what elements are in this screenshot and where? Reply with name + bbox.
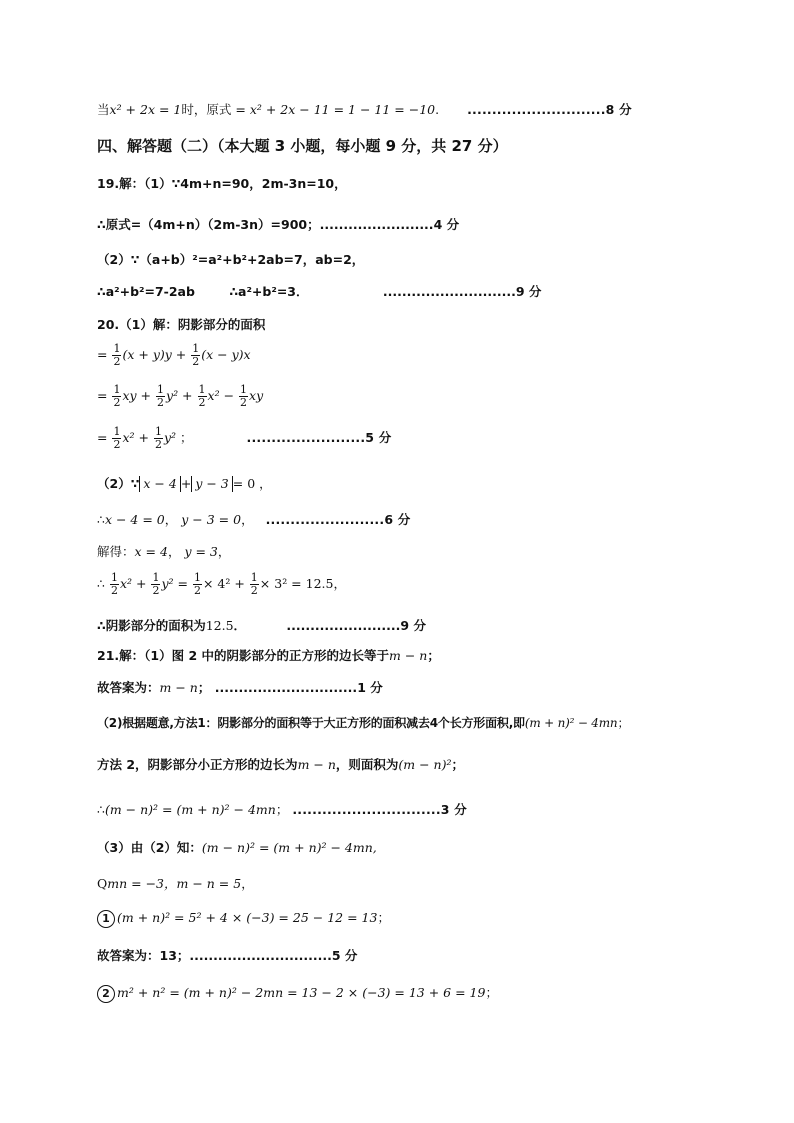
text: ； xyxy=(617,716,630,730)
text: ∴a²+b²=7-2ab xyxy=(97,284,195,299)
math-term: (m + n)² − 4mn xyxy=(524,716,618,730)
q20-line-1: 20.（1）解：阴影部分的面积 xyxy=(97,317,266,332)
leader-dots: .............................. xyxy=(214,680,358,695)
fraction xyxy=(239,384,248,409)
q21-line-10 xyxy=(97,983,498,1003)
text: ． xyxy=(233,618,247,633)
text: ， xyxy=(167,544,181,559)
leader-dots: .............................. xyxy=(189,948,332,963)
denominator: 2 xyxy=(157,396,165,409)
score-label: 8 分 xyxy=(605,102,632,117)
q21-line-9 xyxy=(97,946,357,966)
math-term: x² + xyxy=(119,576,147,591)
math-term: y − 3 = 0 xyxy=(181,512,242,527)
leader-dots: ........................ xyxy=(286,618,401,633)
math-term: m − n xyxy=(389,648,428,663)
abs-value: y − 3 xyxy=(191,476,232,492)
q20-line-6 xyxy=(97,510,410,530)
leader-dots: ........................ xyxy=(319,217,434,232)
score-label: 9 分 xyxy=(515,284,542,299)
math-term: m² + n² = (m + n)² − 2mn = 13 − 2 × (−3) = 13 + 6 = 19 xyxy=(117,985,486,1000)
math-term: (x − y)x xyxy=(201,347,251,362)
score-label: 6 分 xyxy=(384,512,411,527)
math-term: y² = xyxy=(161,576,188,591)
text: ∴ xyxy=(97,802,105,817)
answer-line-previous xyxy=(97,100,632,120)
math-expression: x² + 2x − 11 = 1 − 11 = −10 xyxy=(249,102,436,117)
text: ∴ xyxy=(97,512,105,527)
math-term: xy xyxy=(249,388,264,403)
math-term: = 0 ， xyxy=(232,476,272,491)
score-label: 4 分 xyxy=(433,217,460,232)
score-label: 9 分 xyxy=(400,618,426,633)
text: 21.解：（1）图 2 中的阴影部分的正方形的边长等于 xyxy=(97,648,389,663)
text: ； xyxy=(180,430,193,445)
text: ； xyxy=(275,802,289,817)
numerator: 1 xyxy=(192,342,200,355)
q21-line-3 xyxy=(97,713,629,733)
fraction xyxy=(112,384,121,409)
score-label: 5 分 xyxy=(365,430,392,445)
text: ∴ xyxy=(97,576,105,591)
math-term: xy + xyxy=(122,388,152,403)
text: ∴a²+b²=3． xyxy=(229,284,309,299)
fraction xyxy=(112,343,121,368)
math-term: (m − n)² = (m + n)² − 4mn, xyxy=(201,840,377,855)
q21-line-8 xyxy=(97,908,390,928)
numerator: 1 xyxy=(157,383,165,396)
fraction xyxy=(198,384,207,409)
numerator: 1 xyxy=(110,571,118,584)
text: （3）由（2）知： xyxy=(97,840,202,855)
leader-dots: .............................. xyxy=(292,802,441,817)
math-term: (m − n)² = (m + n)² − 4mn xyxy=(104,802,276,817)
math-term: m − n xyxy=(159,680,198,695)
math-condition: x² + 2x = 1 xyxy=(109,102,182,117)
numerator: 1 xyxy=(152,571,160,584)
text: 故答案为：13； xyxy=(97,948,190,963)
math-term: mn = −3，m − n = 5 xyxy=(107,876,242,891)
numerator: 1 xyxy=(198,383,206,396)
q19-line-4 xyxy=(97,282,541,302)
numerator: 1 xyxy=(250,571,258,584)
fraction xyxy=(191,343,200,368)
abs-value: x − 4 xyxy=(139,476,180,492)
q20-line-9 xyxy=(97,616,426,636)
score-label: 1 分 xyxy=(357,680,383,695)
q19-line-3: （2）∵（a+b）²=a²+b²+2ab=7，ab=2， xyxy=(97,252,365,267)
denominator: 2 xyxy=(113,355,121,368)
fraction xyxy=(156,384,165,409)
text: 解得： xyxy=(97,544,135,559)
numerator: 1 xyxy=(113,342,121,355)
score-label: 3 分 xyxy=(440,802,467,817)
q21-line-1 xyxy=(97,646,440,666)
math-term: (m + n)² = 5² + 4 × (−3) = 25 − 12 = 13 xyxy=(117,910,378,925)
denominator: 2 xyxy=(154,438,162,451)
math-term: x² − xyxy=(207,388,235,403)
math-term: 12.5 xyxy=(205,618,234,633)
numerator: 1 xyxy=(154,425,162,438)
numerator: 1 xyxy=(193,571,201,584)
text: （2）∵ xyxy=(97,476,140,491)
fraction xyxy=(193,572,202,597)
math-term: m − n xyxy=(297,757,336,772)
text: ； xyxy=(197,680,211,695)
q20-line-5 xyxy=(97,474,272,494)
text: ， xyxy=(217,544,231,559)
text: 方法 2，阴影部分小正方形的边长为 xyxy=(97,757,298,772)
leader-dots: ........................ xyxy=(265,512,385,527)
fraction xyxy=(151,572,160,597)
equals: = xyxy=(97,430,108,445)
text: ， xyxy=(333,576,346,591)
section-heading: 四、解答题（二）（本大题 3 小题，每小题 9 分，共 27 分） xyxy=(97,137,508,155)
q20-line-8 xyxy=(97,572,346,597)
fraction xyxy=(154,426,163,451)
denominator: 2 xyxy=(152,584,160,597)
denominator: 2 xyxy=(192,355,200,368)
text: 时，原式 = xyxy=(181,102,246,117)
math-term: (x + y)y + xyxy=(122,347,187,362)
leader-dots: ............................ xyxy=(382,284,516,299)
q21-line-4 xyxy=(97,755,464,775)
q21-line-6 xyxy=(97,838,377,858)
fraction xyxy=(110,572,119,597)
q20-line-3 xyxy=(97,384,263,409)
text: Q xyxy=(97,876,108,891)
text: ， xyxy=(241,876,254,891)
text: （2)根据题意,方法1：阴影部分的面积等于大正方形的面积减去4个长方形面积,即 xyxy=(97,716,525,730)
numerator: 1 xyxy=(113,425,121,438)
text: 当 xyxy=(97,102,110,117)
text: ； xyxy=(377,910,390,925)
equals: = xyxy=(97,388,108,403)
math-term: y² xyxy=(163,430,177,445)
denominator: 2 xyxy=(113,438,121,451)
math-term: x − 4 = 0 xyxy=(104,512,165,527)
text: ， xyxy=(164,512,178,527)
math-term: x = 4 xyxy=(134,544,168,559)
denominator: 2 xyxy=(250,584,258,597)
math-term: × 3² = 12.5 xyxy=(259,576,334,591)
text: ∴阴影部分的面积为 xyxy=(97,618,206,633)
q19-line-1: 19.解：（1）∵4m+n=90，2m-3n=10， xyxy=(97,176,347,191)
q21-line-7 xyxy=(97,874,254,894)
text: . xyxy=(435,102,440,117)
denominator: 2 xyxy=(193,584,201,597)
q21-line-2 xyxy=(97,678,383,698)
denominator: 2 xyxy=(113,396,121,409)
denominator: 2 xyxy=(110,584,118,597)
score-label: 5 分 xyxy=(331,948,358,963)
circled-number: 1 xyxy=(97,910,115,928)
denominator: 2 xyxy=(240,396,248,409)
text: ； xyxy=(427,648,440,663)
denominator: 2 xyxy=(198,396,206,409)
text: ； xyxy=(485,985,498,1000)
math-term: x² + xyxy=(122,430,149,445)
equals: = xyxy=(97,347,108,362)
text: ， xyxy=(241,512,254,527)
q21-line-5 xyxy=(97,800,467,820)
leader-dots: ........................ xyxy=(246,430,366,445)
q20-line-7 xyxy=(97,542,230,562)
text: ，则面积为 xyxy=(335,757,399,772)
math-term: y² + xyxy=(166,388,193,403)
circled-number: 2 xyxy=(97,985,115,1003)
q19-line-2 xyxy=(97,215,459,235)
text: ； xyxy=(451,757,465,772)
text: ∴原式=（4m+n）（2m-3n）=900； xyxy=(97,217,320,232)
fraction xyxy=(112,426,121,451)
math-term: × 4² + xyxy=(202,576,245,591)
q20-line-2 xyxy=(97,343,251,368)
math-term: y = 3 xyxy=(184,544,218,559)
numerator: 1 xyxy=(240,383,248,396)
math-term: (m − n)² xyxy=(398,757,452,772)
numerator: 1 xyxy=(113,383,121,396)
text: 故答案为： xyxy=(97,680,160,695)
leader-dots: ............................ xyxy=(467,102,606,117)
fraction xyxy=(250,572,259,597)
plus: + xyxy=(180,476,192,491)
q20-line-4 xyxy=(97,426,391,451)
